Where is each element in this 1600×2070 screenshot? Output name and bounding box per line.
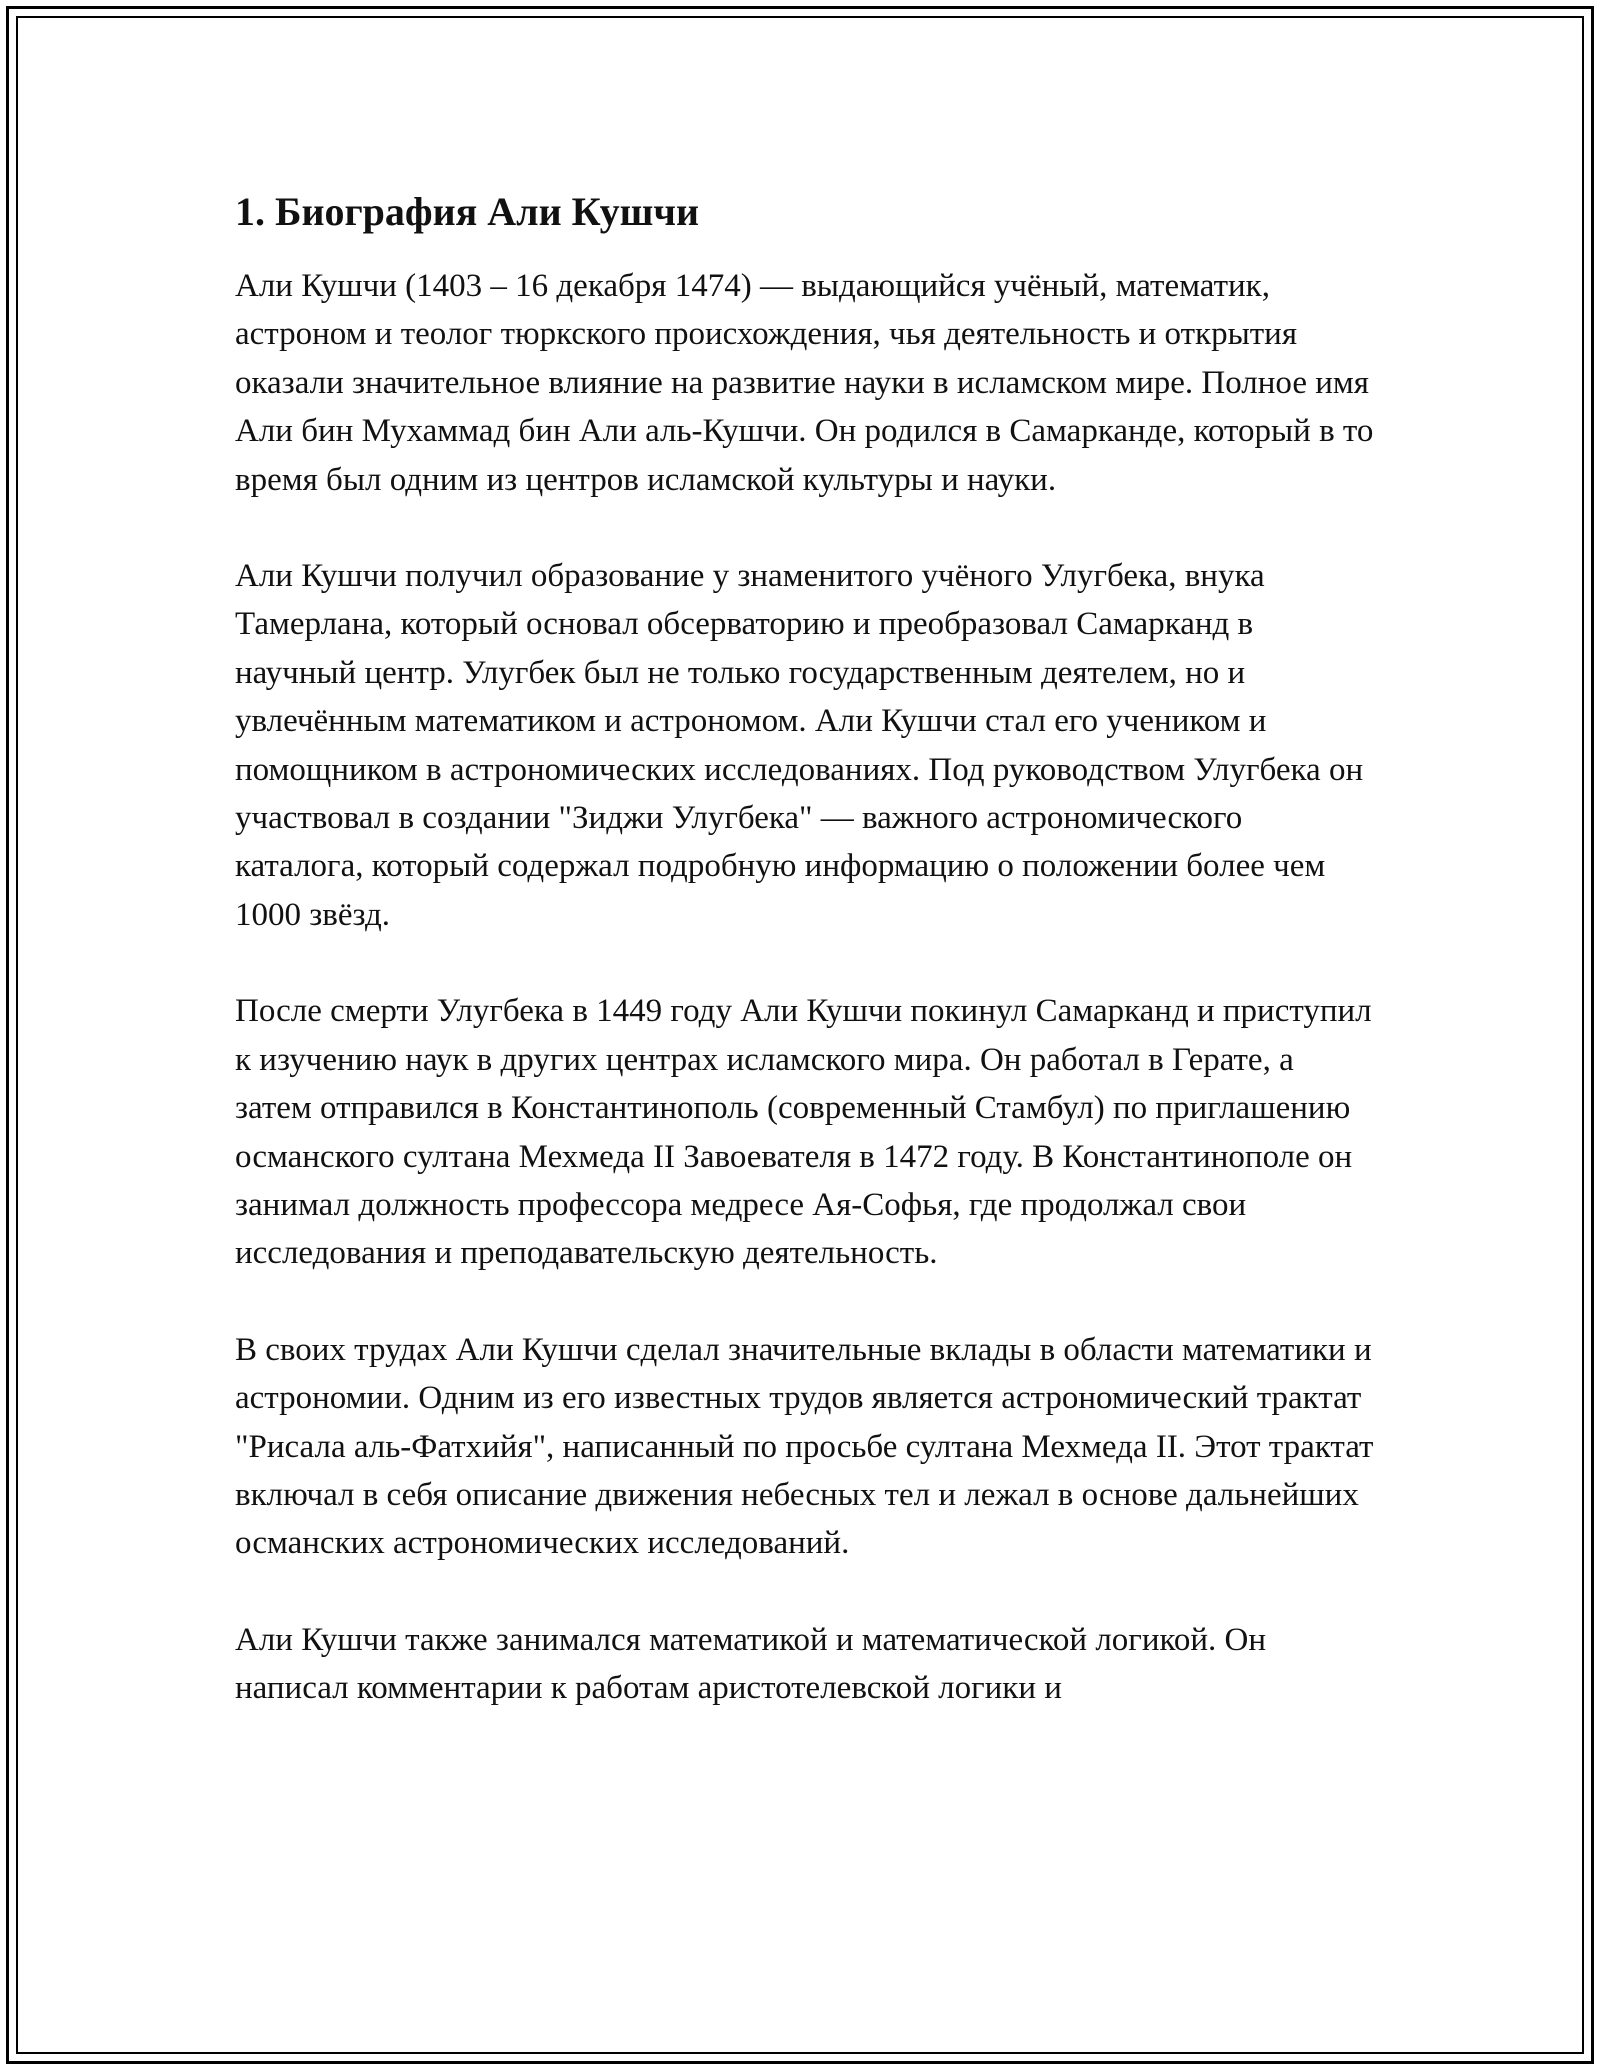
paragraph-2: Али Кушчи получил образование у знаменитого учёного Улугбека, внука Тамерлана, который основал обсерваторию и преобразовал Самарканд в научный центр. Улугбек был не только государственным деятелем, но и увлечённым математиком и астрономом. Али Кушчи стал его учеником и помощником в астрономических исследованиях. Под руководством Улугбека он участвовал в создании "Зиджи Улугбека" — важного астрономического каталога, который содержал подробную информацию о положении более чем 1000 звёзд.	[235, 558, 1364, 933]
document-body	[235, 188, 1375, 1713]
paragraph-4: В своих трудах Али Кушчи сделал значительные вклады в области математики и астрономии. Одним из его известных трудов является астрономический трактат "Рисала аль-Фатхийя", написанный по просьбе султана Мехмеда II. Этот трактат включал в себя описание движения небесных тел и лежал в основе дальнейших османских астрономических исследований.	[235, 1331, 1374, 1562]
section-title: 1. Биография Али Кушчи	[235, 189, 700, 234]
paragraph-3: После смерти Улугбека в 1449 году Али Кушчи покинул Самарканд и приступил к изучению наук в других центрах исламского мира. Он работал в Герате, а затем отправился в Константинополь (современный Стамбул) по приглашению османского султана Мехмеда II Завоевателя в 1472 году. В Константинополе он занимал должность профессора медресе Ая-Софья, где продолжал свои исследования и преподавательскую деятельность.	[235, 993, 1372, 1272]
paragraph-5: Али Кушчи также занимался математикой и математической логикой. Он написал комментарии к работам аристотелевской логики и	[235, 1621, 1266, 1707]
paragraph-1: Али Кушчи (1403 – 16 декабря 1474) — выдающийся учёный, математик, астроном и теолог тюркского происхождения, чья деятельность и открытия оказали значительное влияние на развитие науки в исламском мире. Полное имя Али бин Мухаммад бин Али аль-Кушчи. Он родился в Самарканде, который в то время был одним из центров исламской культуры и науки.	[235, 268, 1374, 498]
